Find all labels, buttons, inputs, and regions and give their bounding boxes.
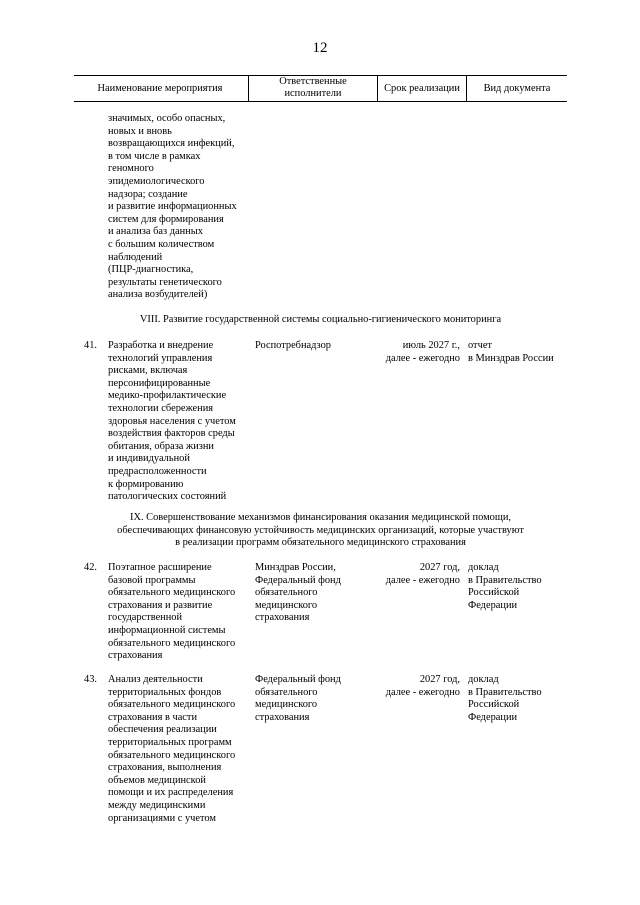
- row-42-name: Поэтапное расширение базовой программы обязательного медицинского страхования и развитие государственной информационной системы обязательного медицинского страхования: [108, 562, 236, 662]
- row-42-term: 2027 год, далее - ежегодно: [385, 562, 460, 586]
- row-43-document: доклад в Правительство Российской Федерации: [468, 674, 542, 723]
- section-title-8: VIII. Развитие государственной системы социально-гигиенического мониторинга: [139, 314, 502, 325]
- row-43-name: Анализ деятельности территориальных фондов обязательного медицинского страхования в части обеспечения реализации территориальных программ обязательного медицинского страхования, выполнения объемов медицинской помощи и их распределения между медицинскими организациями с учетом: [108, 674, 236, 824]
- row-42-document: доклад в Правительство Российской Федерации: [468, 562, 542, 611]
- header-col-name: Наименование мероприятия: [97, 83, 223, 94]
- page-number: 12: [312, 40, 328, 56]
- header-col-document: Вид документа: [483, 83, 551, 94]
- row-41-term: июль 2027 г., далее - ежегодно: [385, 340, 460, 364]
- header-divider: [466, 75, 467, 101]
- row-41-document: отчет в Минздрав России: [468, 340, 554, 364]
- row-43-responsible: Федеральный фонд обязательного медицинского страхования: [255, 674, 341, 723]
- header-col-term: Срок реализации: [384, 83, 460, 94]
- section-title-9: IX. Совершенствование механизмов финансирования оказания медицинской помощи, обеспечивающих финансовую устойчивость медицинских организаций, которые участвуют в реализации программ обязательного медицинского страхования: [117, 512, 524, 549]
- row-41-name: Разработка и внедрение технологий управления рисками, включая персонифицированные медико-профилактические технологии сбережения здоровья населения с учетом воздействия факторов среды обитания, образа жизни и индивидуальной предрасположенности к формированию патологических состояний: [108, 340, 236, 503]
- header-col-responsible: Ответственные исполнители: [279, 76, 347, 99]
- row-43-term: 2027 год, далее - ежегодно: [385, 674, 460, 698]
- table-header-bottom-rule: [74, 101, 567, 102]
- row-42-responsible: Минздрав России, Федеральный фонд обязательного медицинского страхования: [255, 562, 341, 624]
- row-43-number: 43.: [84, 674, 97, 685]
- continuation-name: значимых, особо опасных, новых и вновь возвращающихся инфекций, в том числе в рамках геномного эпидемиологического надзора; создание и развитие информационных систем для формирования и анализа баз данных с большим количеством наблюдений (ПЦР-диагностика, результаты генетического анализа возбудителей): [108, 113, 237, 301]
- row-41-responsible: Роспотребнадзор: [255, 340, 331, 351]
- header-divider: [248, 75, 249, 101]
- row-41-number: 41.: [84, 340, 97, 351]
- row-42-number: 42.: [84, 562, 97, 573]
